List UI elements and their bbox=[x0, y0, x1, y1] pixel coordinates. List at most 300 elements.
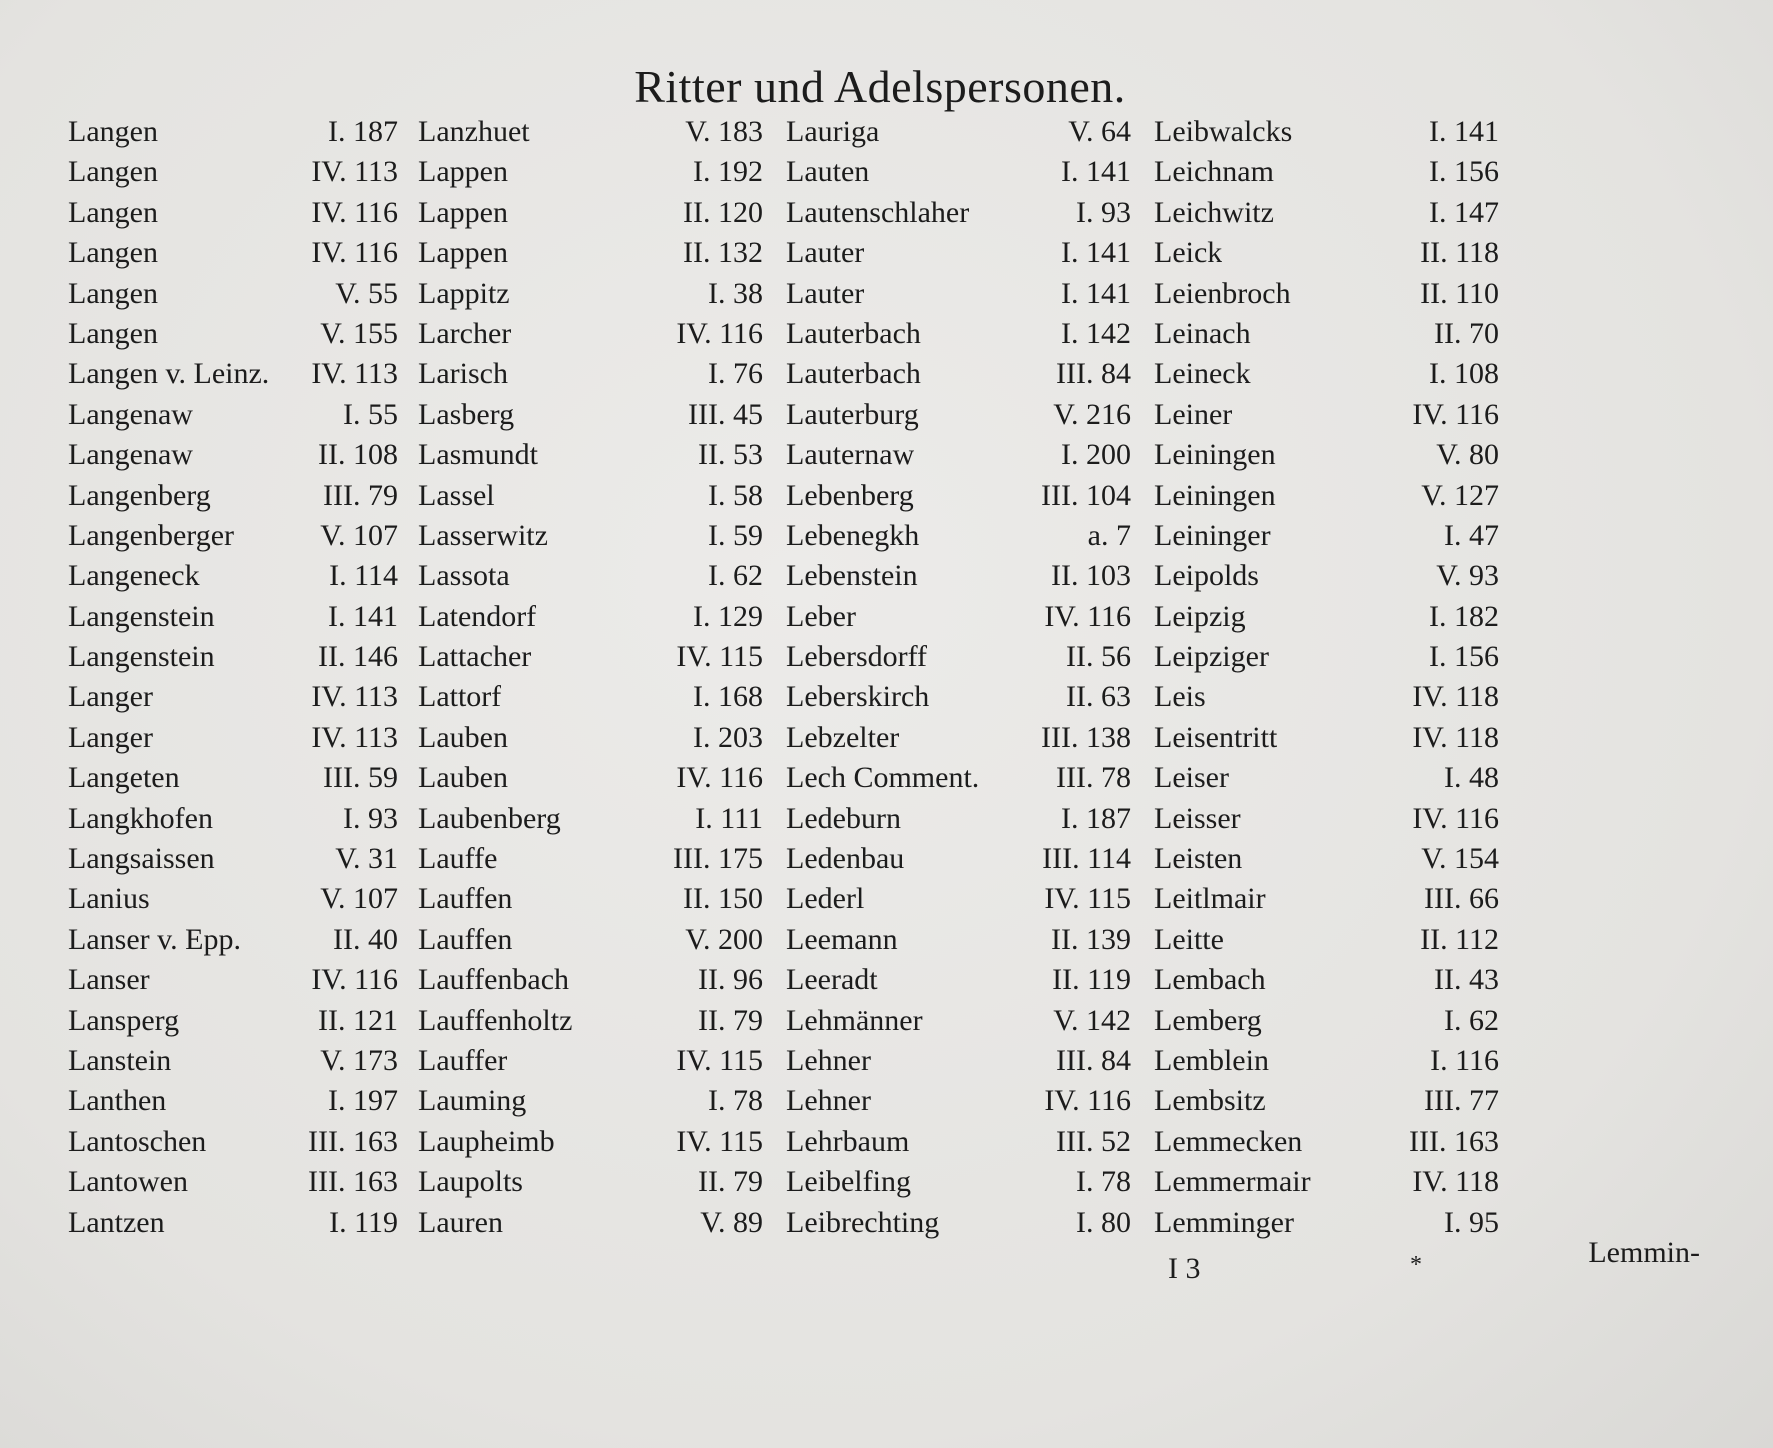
entry-reference: II. 121 bbox=[318, 1003, 398, 1037]
entry-name: Lappen bbox=[418, 236, 508, 270]
entry-reference: I. 78 bbox=[708, 1084, 763, 1118]
index-entry bbox=[1154, 1081, 1499, 1121]
entry-reference: V. 89 bbox=[700, 1205, 763, 1239]
entry-reference: III. 77 bbox=[1424, 1084, 1499, 1118]
index-entry bbox=[1154, 395, 1499, 435]
entry-reference: I. 76 bbox=[708, 357, 763, 391]
index-entry bbox=[786, 718, 1131, 758]
index-entry bbox=[1154, 1203, 1499, 1243]
entry-reference: III. 84 bbox=[1056, 1043, 1131, 1077]
entry-reference: II. 96 bbox=[698, 963, 763, 997]
entry-reference: II. 103 bbox=[1051, 559, 1131, 593]
entry-name: Lassel bbox=[418, 478, 495, 512]
index-entry bbox=[1154, 516, 1499, 556]
index-entry bbox=[786, 597, 1131, 637]
entry-name: Leininger bbox=[1154, 518, 1271, 552]
entry-name: Lauterburg bbox=[786, 397, 919, 431]
entry-name: Lehrbaum bbox=[786, 1124, 910, 1158]
entry-reference: I. 168 bbox=[693, 680, 763, 714]
entry-reference: IV. 116 bbox=[311, 236, 398, 270]
entry-name: Lauming bbox=[418, 1084, 527, 1118]
index-entry bbox=[418, 879, 763, 919]
entry-name: Lanzhuet bbox=[418, 115, 530, 148]
index-entry bbox=[786, 233, 1131, 273]
entry-reference: I. 156 bbox=[1429, 155, 1499, 189]
entry-reference: II. 110 bbox=[1420, 276, 1499, 310]
entry-reference: I. 38 bbox=[708, 276, 763, 310]
entry-name: Lembach bbox=[1154, 963, 1266, 997]
entry-reference: IV. 116 bbox=[676, 316, 763, 350]
index-entry bbox=[1154, 354, 1499, 394]
entry-name: Lemmermair bbox=[1154, 1165, 1311, 1199]
index-entry bbox=[68, 556, 398, 596]
entry-reference: II. 53 bbox=[698, 438, 763, 472]
entry-reference: III. 45 bbox=[688, 397, 763, 431]
entry-reference: I. 47 bbox=[1444, 518, 1499, 552]
entry-reference: I. 197 bbox=[328, 1084, 398, 1118]
entry-reference: V. 55 bbox=[335, 276, 398, 310]
entry-reference: II. 139 bbox=[1051, 922, 1131, 956]
index-entry bbox=[418, 354, 763, 394]
index-columns bbox=[68, 112, 1708, 1272]
entry-reference: IV. 116 bbox=[1044, 599, 1131, 633]
entry-reference: II. 108 bbox=[318, 438, 398, 472]
index-entry bbox=[418, 152, 763, 192]
entry-name: Lanius bbox=[68, 882, 150, 916]
index-entry bbox=[68, 1041, 398, 1081]
entry-name: Lauten bbox=[786, 155, 870, 189]
entry-name: Lauffer bbox=[418, 1043, 508, 1077]
entry-reference: II. 150 bbox=[683, 882, 763, 916]
entry-name: Leis bbox=[1154, 680, 1206, 714]
index-entry bbox=[1154, 1162, 1499, 1202]
index-entry bbox=[68, 1001, 398, 1041]
entry-name: Lauter bbox=[786, 276, 865, 310]
entry-reference: I. 203 bbox=[693, 720, 763, 754]
entry-reference: I. 141 bbox=[1061, 236, 1131, 270]
entry-name: Lauffenholtz bbox=[418, 1003, 573, 1037]
index-entry bbox=[418, 718, 763, 758]
entry-name: Lappen bbox=[418, 155, 508, 189]
entry-name: Langenstein bbox=[68, 640, 215, 674]
entry-reference: V. 80 bbox=[1436, 438, 1499, 472]
entry-reference: IV. 116 bbox=[311, 195, 398, 229]
entry-name: Leipziger bbox=[1154, 640, 1269, 674]
entry-name: Langenberg bbox=[68, 478, 211, 512]
index-entry bbox=[786, 1081, 1131, 1121]
entry-name: Lautenschlaher bbox=[786, 195, 970, 229]
entry-reference: I. 93 bbox=[1076, 195, 1131, 229]
entry-reference: V. 93 bbox=[1436, 559, 1499, 593]
entry-reference: II. 70 bbox=[1434, 316, 1499, 350]
entry-reference: V. 200 bbox=[685, 922, 763, 956]
entry-name: Leienbroch bbox=[1154, 276, 1291, 310]
entry-name: Lebenberg bbox=[786, 478, 914, 512]
entry-name: Lappitz bbox=[418, 276, 510, 310]
entry-reference: III. 52 bbox=[1056, 1124, 1131, 1158]
entry-name: Leiningen bbox=[1154, 478, 1276, 512]
entry-name: Leibwalcks bbox=[1154, 115, 1293, 148]
index-entry bbox=[1154, 556, 1499, 596]
entry-reference: IV. 118 bbox=[1412, 720, 1499, 754]
entry-reference: I. 200 bbox=[1061, 438, 1131, 472]
index-entry bbox=[418, 920, 763, 960]
index-entry bbox=[68, 637, 398, 677]
entry-reference: I. 55 bbox=[343, 397, 398, 431]
entry-name: Lauben bbox=[418, 761, 508, 795]
index-entry bbox=[68, 920, 398, 960]
entry-reference: III. 163 bbox=[1409, 1124, 1499, 1158]
index-entry bbox=[1154, 920, 1499, 960]
entry-name: Leitlmair bbox=[1154, 882, 1266, 916]
entry-name: Lauffenbach bbox=[418, 963, 570, 997]
index-entry bbox=[786, 879, 1131, 919]
entry-name: Latendorf bbox=[418, 599, 537, 633]
entry-reference: I. 80 bbox=[1076, 1205, 1131, 1239]
index-entry bbox=[786, 476, 1131, 516]
entry-reference: IV. 116 bbox=[1044, 1084, 1131, 1118]
index-entry bbox=[1154, 233, 1499, 273]
entry-reference: V. 107 bbox=[320, 518, 398, 552]
entry-name: Leberskirch bbox=[786, 680, 930, 714]
index-entry bbox=[786, 354, 1131, 394]
entry-name: Leineck bbox=[1154, 357, 1251, 391]
index-entry bbox=[68, 718, 398, 758]
entry-reference: I. 93 bbox=[343, 801, 398, 835]
entry-name: Lemminger bbox=[1154, 1205, 1294, 1239]
index-entry bbox=[786, 314, 1131, 354]
index-entry bbox=[786, 1041, 1131, 1081]
entry-name: Lanser bbox=[68, 963, 150, 997]
index-entry bbox=[1154, 314, 1499, 354]
entry-name: Langenberger bbox=[68, 518, 235, 552]
entry-reference: II. 63 bbox=[1066, 680, 1131, 714]
entry-name: Leisser bbox=[1154, 801, 1241, 835]
index-entry bbox=[68, 799, 398, 839]
index-entry bbox=[786, 1122, 1131, 1162]
entry-name: Langen bbox=[68, 316, 158, 350]
index-entry bbox=[786, 677, 1131, 717]
entry-name: Lauterbach bbox=[786, 357, 921, 391]
index-entry bbox=[1154, 1122, 1499, 1162]
entry-name: Lauterbach bbox=[786, 316, 921, 350]
index-entry bbox=[1154, 274, 1499, 314]
entry-reference: II. 79 bbox=[698, 1165, 763, 1199]
index-entry bbox=[1154, 718, 1499, 758]
entry-reference: IV. 115 bbox=[676, 640, 763, 674]
entry-name: Lebenstein bbox=[786, 559, 918, 593]
index-column-3 bbox=[786, 112, 1131, 1243]
entry-name: Langen bbox=[68, 276, 158, 310]
entry-name: Lattacher bbox=[418, 640, 532, 674]
entry-reference: II. 56 bbox=[1066, 640, 1131, 674]
index-entry bbox=[68, 516, 398, 556]
entry-reference: V. 31 bbox=[335, 842, 398, 876]
entry-name: Langeten bbox=[68, 761, 180, 795]
entry-name: Laubenberg bbox=[418, 801, 561, 835]
entry-name: Lasberg bbox=[418, 397, 515, 431]
index-entry bbox=[68, 193, 398, 233]
index-entry bbox=[68, 1203, 398, 1243]
index-entry bbox=[786, 758, 1131, 798]
index-entry bbox=[418, 516, 763, 556]
index-entry bbox=[1154, 597, 1499, 637]
index-entry bbox=[786, 839, 1131, 879]
entry-reference: IV. 113 bbox=[311, 357, 398, 391]
index-entry bbox=[1154, 152, 1499, 192]
entry-name: Langer bbox=[68, 720, 153, 754]
entry-name: Leibrechting bbox=[786, 1205, 940, 1239]
entry-reference: I. 147 bbox=[1429, 195, 1499, 229]
entry-reference: V. 183 bbox=[685, 115, 763, 148]
entry-name: Lasmundt bbox=[418, 438, 538, 472]
entry-name: Leisentritt bbox=[1154, 720, 1278, 754]
index-entry bbox=[786, 556, 1131, 596]
entry-name: Lauffe bbox=[418, 842, 498, 876]
index-entry bbox=[1154, 637, 1499, 677]
entry-reference: I. 116 bbox=[1430, 1043, 1499, 1077]
entry-reference: II. 79 bbox=[698, 1003, 763, 1037]
entry-name: Langen bbox=[68, 195, 158, 229]
entry-name: Lauternaw bbox=[786, 438, 915, 472]
index-entry bbox=[68, 274, 398, 314]
index-entry bbox=[1154, 677, 1499, 717]
index-entry bbox=[786, 193, 1131, 233]
index-entry bbox=[68, 879, 398, 919]
catchword: Lemmin- bbox=[1588, 1236, 1700, 1269]
index-entry bbox=[786, 516, 1131, 556]
index-entry bbox=[1154, 799, 1499, 839]
entry-reference: III. 66 bbox=[1424, 882, 1499, 916]
entry-reference: I. 187 bbox=[1061, 801, 1131, 835]
asterisk-mark: * bbox=[1410, 1252, 1422, 1278]
index-entry bbox=[68, 1162, 398, 1202]
index-entry bbox=[418, 556, 763, 596]
entry-name: Langen bbox=[68, 115, 158, 148]
entry-name: Leemann bbox=[786, 922, 898, 956]
entry-name: Lebenegkh bbox=[786, 518, 920, 552]
entry-reference: V. 216 bbox=[1053, 397, 1131, 431]
index-entry bbox=[786, 799, 1131, 839]
entry-name: Leiningen bbox=[1154, 438, 1276, 472]
index-entry bbox=[68, 839, 398, 879]
entry-reference: V. 154 bbox=[1421, 842, 1499, 876]
entry-name: Lassota bbox=[418, 559, 510, 593]
index-entry bbox=[418, 274, 763, 314]
entry-reference: II. 118 bbox=[1420, 236, 1499, 270]
entry-reference: III. 175 bbox=[673, 842, 763, 876]
entry-name: Leichnam bbox=[1154, 155, 1274, 189]
entry-reference: II. 146 bbox=[318, 640, 398, 674]
index-entry bbox=[68, 354, 398, 394]
index-entry bbox=[68, 677, 398, 717]
index-entry bbox=[418, 1001, 763, 1041]
index-entry bbox=[68, 758, 398, 798]
index-entry bbox=[418, 233, 763, 273]
entry-reference: I. 58 bbox=[708, 478, 763, 512]
entry-name: Lederl bbox=[786, 882, 865, 916]
index-entry bbox=[418, 597, 763, 637]
entry-name: Leiner bbox=[1154, 397, 1233, 431]
index-entry bbox=[418, 677, 763, 717]
entry-name: Leinach bbox=[1154, 316, 1251, 350]
index-entry bbox=[418, 112, 763, 152]
index-column-4 bbox=[1154, 112, 1499, 1243]
entry-name: Leick bbox=[1154, 236, 1223, 270]
index-entry bbox=[786, 1001, 1131, 1041]
entry-reference: III. 163 bbox=[308, 1165, 398, 1199]
entry-name: Lattorf bbox=[418, 680, 502, 714]
index-entry bbox=[68, 112, 398, 152]
index-entry bbox=[1154, 839, 1499, 879]
entry-reference: V. 142 bbox=[1053, 1003, 1131, 1037]
index-entry bbox=[418, 1041, 763, 1081]
entry-name: Leibelfing bbox=[786, 1165, 911, 1199]
entry-reference: a. 7 bbox=[1087, 518, 1131, 552]
index-entry bbox=[786, 960, 1131, 1000]
entry-name: Lebersdorff bbox=[786, 640, 928, 674]
entry-reference: I. 48 bbox=[1444, 761, 1499, 795]
entry-name: Langen bbox=[68, 155, 158, 189]
entry-name: Leipolds bbox=[1154, 559, 1259, 593]
entry-name: Langeneck bbox=[68, 559, 200, 593]
entry-reference: IV. 113 bbox=[311, 680, 398, 714]
entry-name: Ledenbau bbox=[786, 842, 905, 876]
index-entry bbox=[1154, 476, 1499, 516]
entry-reference: I. 78 bbox=[1076, 1165, 1131, 1199]
entry-name: Lauffen bbox=[418, 922, 513, 956]
index-entry bbox=[1154, 1001, 1499, 1041]
entry-name: Lech Comment. bbox=[786, 761, 980, 795]
entry-reference: II. 43 bbox=[1434, 963, 1499, 997]
entry-name: Lantoschen bbox=[68, 1124, 207, 1158]
index-entry bbox=[1154, 193, 1499, 233]
index-entry bbox=[418, 1162, 763, 1202]
index-entry bbox=[1154, 435, 1499, 475]
entry-reference: III. 163 bbox=[308, 1124, 398, 1158]
entry-name: Lansperg bbox=[68, 1003, 180, 1037]
entry-name: Lebzelter bbox=[786, 720, 900, 754]
entry-reference: III. 114 bbox=[1042, 842, 1131, 876]
entry-name: Leitte bbox=[1154, 922, 1224, 956]
index-entry bbox=[68, 1122, 398, 1162]
entry-reference: IV. 115 bbox=[676, 1124, 763, 1158]
index-entry bbox=[786, 1162, 1131, 1202]
entry-reference: III. 78 bbox=[1056, 761, 1131, 795]
entry-name: Lauren bbox=[418, 1205, 503, 1239]
entry-reference: I. 156 bbox=[1429, 640, 1499, 674]
entry-name: Leichwitz bbox=[1154, 195, 1274, 229]
entry-name: Lauter bbox=[786, 236, 865, 270]
entry-name: Lemblein bbox=[1154, 1043, 1269, 1077]
entry-name: Leber bbox=[786, 599, 856, 633]
entry-reference: II. 119 bbox=[1052, 963, 1131, 997]
entry-name: Lanthen bbox=[68, 1084, 167, 1118]
index-entry bbox=[786, 637, 1131, 677]
index-entry bbox=[786, 112, 1131, 152]
entry-reference: I. 114 bbox=[329, 559, 398, 593]
entry-reference: V. 155 bbox=[320, 316, 398, 350]
entry-reference: I. 182 bbox=[1429, 599, 1499, 633]
entry-name: Lantowen bbox=[68, 1165, 188, 1199]
entry-reference: III. 104 bbox=[1041, 478, 1131, 512]
entry-name: Lemberg bbox=[1154, 1003, 1262, 1037]
entry-reference: III. 59 bbox=[323, 761, 398, 795]
index-entry bbox=[68, 395, 398, 435]
entry-reference: I. 192 bbox=[693, 155, 763, 189]
signature-mark: I 3 bbox=[1168, 1252, 1201, 1285]
entry-reference: IV. 116 bbox=[1412, 801, 1499, 835]
entry-name: Larisch bbox=[418, 357, 508, 391]
index-entry bbox=[418, 1081, 763, 1121]
entry-name: Langenstein bbox=[68, 599, 215, 633]
index-entry bbox=[786, 274, 1131, 314]
entry-name: Laupheimb bbox=[418, 1124, 555, 1158]
entry-name: Langenaw bbox=[68, 397, 193, 431]
entry-reference: V. 127 bbox=[1421, 478, 1499, 512]
index-entry bbox=[418, 1203, 763, 1243]
index-entry bbox=[68, 233, 398, 273]
index-entry bbox=[786, 435, 1131, 475]
index-entry bbox=[1154, 960, 1499, 1000]
index-entry bbox=[418, 395, 763, 435]
entry-name: Leipzig bbox=[1154, 599, 1246, 633]
index-entry bbox=[418, 435, 763, 475]
entry-name: Lemmecken bbox=[1154, 1124, 1303, 1158]
index-entry bbox=[418, 960, 763, 1000]
entry-reference: II. 120 bbox=[683, 195, 763, 229]
entry-reference: II. 112 bbox=[1420, 922, 1499, 956]
index-entry bbox=[786, 152, 1131, 192]
entry-name: Lehmänner bbox=[786, 1003, 923, 1037]
entry-reference: I. 62 bbox=[708, 559, 763, 593]
entry-reference: I. 111 bbox=[695, 801, 763, 835]
entry-reference: III. 79 bbox=[323, 478, 398, 512]
index-entry bbox=[418, 476, 763, 516]
entry-reference: IV. 118 bbox=[1412, 1165, 1499, 1199]
entry-reference: I. 142 bbox=[1061, 316, 1131, 350]
entry-reference: IV. 115 bbox=[1044, 882, 1131, 916]
entry-reference: I. 141 bbox=[1429, 115, 1499, 148]
entry-name: Lembsitz bbox=[1154, 1084, 1266, 1118]
entry-reference: IV. 116 bbox=[1412, 397, 1499, 431]
index-entry bbox=[68, 152, 398, 192]
index-entry bbox=[418, 758, 763, 798]
index-entry bbox=[418, 193, 763, 233]
entry-reference: I. 129 bbox=[693, 599, 763, 633]
entry-reference: IV. 115 bbox=[676, 1043, 763, 1077]
page-title: Ritter und Adelspersonen. bbox=[634, 61, 1126, 112]
index-entry bbox=[786, 1203, 1131, 1243]
entry-name: Langenaw bbox=[68, 438, 193, 472]
index-entry bbox=[418, 637, 763, 677]
entry-reference: V. 107 bbox=[320, 882, 398, 916]
entry-reference: IV. 116 bbox=[311, 963, 398, 997]
index-entry bbox=[68, 960, 398, 1000]
entry-name: Lanser v. Epp. bbox=[68, 922, 241, 956]
entry-name: Langen bbox=[68, 236, 158, 270]
index-entry bbox=[418, 314, 763, 354]
entry-name: Langsaissen bbox=[68, 842, 215, 876]
entry-reference: IV. 118 bbox=[1412, 680, 1499, 714]
entry-name: Lehner bbox=[786, 1084, 871, 1118]
entry-name: Lehner bbox=[786, 1043, 871, 1077]
entry-name: Lantzen bbox=[68, 1205, 165, 1239]
entry-name: Lanstein bbox=[68, 1043, 172, 1077]
index-entry bbox=[1154, 879, 1499, 919]
entry-name: Langer bbox=[68, 680, 153, 714]
entry-reference: III. 84 bbox=[1056, 357, 1131, 391]
